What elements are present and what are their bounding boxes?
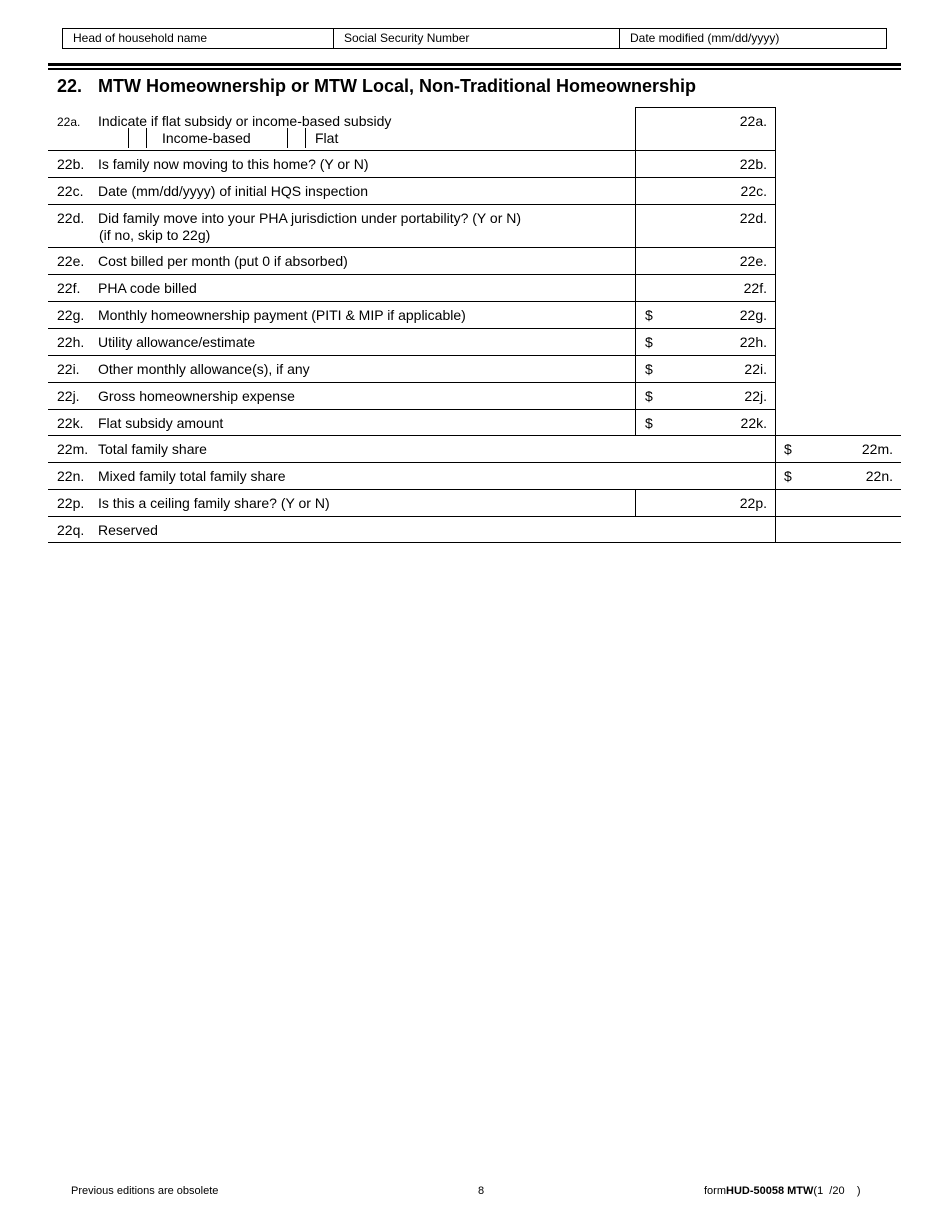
code-22g: 22g. xyxy=(57,307,85,323)
label-22b: Is family now moving to this home? (Y or N) xyxy=(98,156,369,172)
ref-22e: 22e. xyxy=(739,253,767,269)
code-22e: 22e. xyxy=(57,253,85,269)
code-22m: 22m. xyxy=(57,441,89,457)
code-22h: 22h. xyxy=(57,334,85,350)
section-number: 22. xyxy=(57,76,83,96)
flat-label: Flat xyxy=(315,130,339,146)
row-22g xyxy=(48,301,775,328)
ref-22g: 22g. xyxy=(739,307,767,323)
label-22m: Total family share xyxy=(98,441,207,457)
label-22d-line2: (if no, skip to 22g) xyxy=(99,227,211,243)
row-22f xyxy=(48,274,775,301)
head-of-household-field[interactable] xyxy=(63,29,334,48)
row-22d xyxy=(48,204,775,247)
code-22k: 22k. xyxy=(57,415,84,431)
row-22h xyxy=(48,328,775,355)
label-22c: Date (mm/dd/yyyy) of initial HQS inspection xyxy=(98,183,368,199)
footer-page-number: 8 xyxy=(478,1185,485,1197)
dollar-22n: $ xyxy=(784,468,792,484)
form-number: HUD-50058 MTW xyxy=(726,1185,814,1197)
row-22e xyxy=(48,247,775,274)
dollar-22k: $ xyxy=(645,415,653,431)
footer-obsolete: Previous editions are obsolete xyxy=(71,1185,219,1197)
label-22h: Utility allowance/estimate xyxy=(98,334,256,350)
row-22n xyxy=(48,462,901,489)
dollar-22h: $ xyxy=(645,334,653,350)
section-rule-bottom xyxy=(48,68,901,70)
code-22q: 22q. xyxy=(57,522,85,538)
dollar-22i: $ xyxy=(645,361,653,377)
ref-22c: 22c. xyxy=(740,183,767,199)
date-modified-field[interactable] xyxy=(620,29,886,48)
label-22i: Other monthly allowance(s), if any xyxy=(98,361,310,377)
ref-22b: 22b. xyxy=(739,156,767,172)
ref-22p: 22p. xyxy=(739,495,767,511)
row-22i xyxy=(48,355,775,382)
form-date: (1 /20 ) xyxy=(813,1185,861,1197)
row-22q xyxy=(48,516,775,543)
ssn-field[interactable] xyxy=(334,29,620,48)
ssn-label: Social Security Number xyxy=(344,31,470,45)
ref-22f: 22f. xyxy=(743,280,767,296)
row-22a xyxy=(48,107,775,150)
form-prefix: form xyxy=(704,1185,726,1197)
row-22j xyxy=(48,382,775,409)
code-22b: 22b. xyxy=(57,156,85,172)
section-title-text: MTW Homeownership or MTW Local, Non-Traditional Homeownership xyxy=(98,76,697,96)
row-22b xyxy=(48,150,775,177)
label-22q: Reserved xyxy=(98,522,158,538)
code-22p: 22p. xyxy=(57,495,85,511)
row-22p xyxy=(48,489,775,516)
label-22k: Flat subsidy amount xyxy=(98,415,224,431)
ref-22j: 22j. xyxy=(744,388,767,404)
row-22k xyxy=(48,409,775,436)
label-22n: Mixed family total family share xyxy=(98,468,286,484)
label-22g: Monthly homeownership payment (PITI & MIP if applicable) xyxy=(98,307,466,323)
label-22p: Is this a ceiling family share? (Y or N) xyxy=(98,495,330,511)
code-22f: 22f. xyxy=(57,280,81,296)
date-modified-label: Date modified (mm/dd/yyyy) xyxy=(630,31,780,45)
section-title xyxy=(57,76,696,97)
income-based-checkbox[interactable] xyxy=(128,128,147,148)
code-22a: 22a. xyxy=(57,115,81,129)
label-22e: Cost billed per month (put 0 if absorbed) xyxy=(98,253,348,269)
header-box xyxy=(62,28,887,49)
ref-22i: 22i. xyxy=(744,361,767,377)
section-rule-top xyxy=(48,63,901,66)
code-22i: 22i. xyxy=(57,361,80,377)
label-22d-line1: Did family move into your PHA jurisdiction under portability? (Y or N) xyxy=(98,210,522,226)
head-of-household-label: Head of household name xyxy=(73,31,208,45)
code-22d: 22d. xyxy=(57,210,85,226)
label-22a: Indicate if flat subsidy or income-based subsidy xyxy=(98,113,392,129)
row-22c xyxy=(48,177,775,204)
dollar-22g: $ xyxy=(645,307,653,323)
ref-22k: 22k. xyxy=(740,415,767,431)
label-22j: Gross homeownership expense xyxy=(98,388,295,404)
row-22m xyxy=(48,435,901,462)
ref-22m: 22m. xyxy=(861,441,893,457)
dollar-22m: $ xyxy=(784,441,792,457)
ref-22d: 22d. xyxy=(739,210,767,226)
dollar-22j: $ xyxy=(645,388,653,404)
ref-22h: 22h. xyxy=(739,334,767,350)
ref-22a: 22a. xyxy=(739,113,767,129)
code-22n: 22n. xyxy=(57,468,85,484)
income-based-label: Income-based xyxy=(162,130,251,146)
ref-22n: 22n. xyxy=(865,468,893,484)
divider xyxy=(48,542,901,543)
flat-checkbox[interactable] xyxy=(287,128,306,148)
label-22f: PHA code billed xyxy=(98,280,197,296)
footer-form-id xyxy=(704,1185,860,1197)
code-22j: 22j. xyxy=(57,388,80,404)
code-22c: 22c. xyxy=(57,183,84,199)
